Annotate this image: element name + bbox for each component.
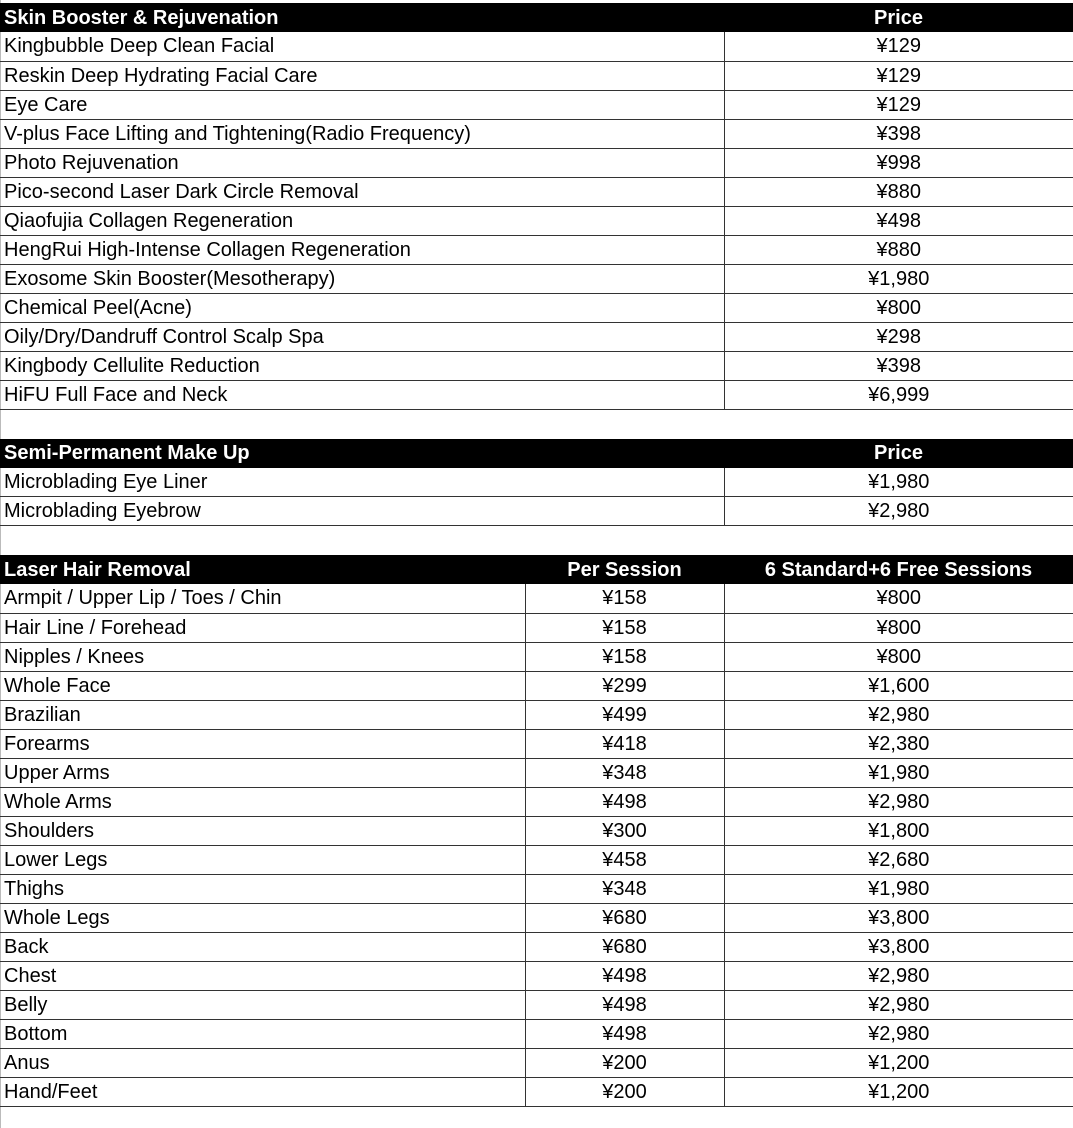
service-name-cell: V-plus Face Lifting and Tightening(Radio Frequency): [0, 119, 724, 148]
section-title: Laser Hair Removal: [0, 555, 525, 584]
makeup-table: [0, 439, 1073, 527]
table-row: [0, 1019, 1073, 1048]
table-row: [0, 729, 1073, 758]
table-row: [0, 642, 1073, 671]
package-price-cell: ¥3,800: [724, 932, 1073, 961]
price-cell: ¥998: [724, 148, 1073, 177]
package-column-header: 6 Standard+6 Free Sessions: [724, 555, 1073, 584]
section-gap: [0, 526, 1073, 555]
table-header-row: [0, 555, 1073, 584]
package-price-cell: ¥2,980: [724, 990, 1073, 1019]
service-name-cell: Exosome Skin Booster(Mesotherapy): [0, 264, 724, 293]
table-row: [0, 264, 1073, 293]
per-session-price-cell: ¥158: [525, 642, 724, 671]
price-cell: ¥298: [724, 322, 1073, 351]
table-row: [0, 497, 1073, 526]
body-area-cell: Upper Arms: [0, 758, 525, 787]
table-row: [0, 961, 1073, 990]
body-area-cell: Lower Legs: [0, 845, 525, 874]
price-cell: ¥6,999: [724, 380, 1073, 409]
price-list-sheet: [0, 3, 1073, 1107]
body-area-cell: Thighs: [0, 874, 525, 903]
price-cell: ¥129: [724, 32, 1073, 61]
package-price-cell: ¥2,980: [724, 961, 1073, 990]
price-cell: ¥880: [724, 177, 1073, 206]
per-session-price-cell: ¥499: [525, 700, 724, 729]
body-area-cell: Anus: [0, 1048, 525, 1077]
table-row: [0, 1077, 1073, 1106]
table-row: [0, 932, 1073, 961]
table-row: [0, 671, 1073, 700]
price-cell: ¥800: [724, 293, 1073, 322]
per-session-price-cell: ¥300: [525, 816, 724, 845]
per-session-price-cell: ¥680: [525, 932, 724, 961]
service-name-cell: Pico-second Laser Dark Circle Removal: [0, 177, 724, 206]
table-row: [0, 787, 1073, 816]
body-area-cell: Whole Face: [0, 671, 525, 700]
service-name-cell: Eye Care: [0, 90, 724, 119]
table-row: [0, 206, 1073, 235]
service-name-cell: Reskin Deep Hydrating Facial Care: [0, 61, 724, 90]
per-session-price-cell: ¥158: [525, 584, 724, 613]
service-name-cell: Kingbubble Deep Clean Facial: [0, 32, 724, 61]
makeup-rows: [0, 468, 1073, 526]
per-session-price-cell: ¥498: [525, 1019, 724, 1048]
table-row: [0, 816, 1073, 845]
per-session-price-cell: ¥200: [525, 1077, 724, 1106]
per-session-price-cell: ¥498: [525, 990, 724, 1019]
price-cell: ¥398: [724, 351, 1073, 380]
table-row: [0, 874, 1073, 903]
table-row: [0, 293, 1073, 322]
price-cell: ¥398: [724, 119, 1073, 148]
price-cell: ¥498: [724, 206, 1073, 235]
body-area-cell: Armpit / Upper Lip / Toes / Chin: [0, 584, 525, 613]
per-session-price-cell: ¥348: [525, 874, 724, 903]
package-price-cell: ¥1,600: [724, 671, 1073, 700]
laser-hair-removal-section: [0, 555, 1073, 1107]
package-price-cell: ¥2,980: [724, 700, 1073, 729]
per-session-price-cell: ¥680: [525, 903, 724, 932]
service-name-cell: HiFU Full Face and Neck: [0, 380, 724, 409]
table-row: [0, 380, 1073, 409]
body-area-cell: Forearms: [0, 729, 525, 758]
price-cell: ¥1,980: [724, 468, 1073, 497]
package-price-cell: ¥800: [724, 613, 1073, 642]
package-price-cell: ¥2,980: [724, 1019, 1073, 1048]
service-name-cell: Oily/Dry/Dandruff Control Scalp Spa: [0, 322, 724, 351]
body-area-cell: Belly: [0, 990, 525, 1019]
table-row: [0, 758, 1073, 787]
table-row: [0, 177, 1073, 206]
service-name-cell: Microblading Eyebrow: [0, 497, 724, 526]
table-row: [0, 613, 1073, 642]
price-cell: ¥129: [724, 90, 1073, 119]
skin-booster-section: [0, 3, 1073, 410]
table-row: [0, 32, 1073, 61]
per-session-price-cell: ¥158: [525, 613, 724, 642]
service-name-cell: Microblading Eye Liner: [0, 468, 724, 497]
per-session-price-cell: ¥348: [525, 758, 724, 787]
package-price-cell: ¥2,680: [724, 845, 1073, 874]
table-row: [0, 148, 1073, 177]
package-price-cell: ¥2,380: [724, 729, 1073, 758]
table-row: [0, 351, 1073, 380]
package-price-cell: ¥1,200: [724, 1048, 1073, 1077]
makeup-section: [0, 439, 1073, 527]
table-row: [0, 700, 1073, 729]
per-session-column-header: Per Session: [525, 555, 724, 584]
package-price-cell: ¥1,800: [724, 816, 1073, 845]
body-area-cell: Back: [0, 932, 525, 961]
per-session-price-cell: ¥299: [525, 671, 724, 700]
price-cell: ¥1,980: [724, 264, 1073, 293]
service-name-cell: Photo Rejuvenation: [0, 148, 724, 177]
table-header-row: [0, 3, 1073, 32]
section-title: Skin Booster & Rejuvenation: [0, 3, 724, 32]
table-row: [0, 61, 1073, 90]
service-name-cell: Kingbody Cellulite Reduction: [0, 351, 724, 380]
per-session-price-cell: ¥498: [525, 787, 724, 816]
package-price-cell: ¥800: [724, 584, 1073, 613]
skin-booster-rows: [0, 32, 1073, 409]
package-price-cell: ¥3,800: [724, 903, 1073, 932]
table-row: [0, 1048, 1073, 1077]
price-cell: ¥880: [724, 235, 1073, 264]
table-row: [0, 119, 1073, 148]
table-header-row: [0, 439, 1073, 468]
laser-hair-removal-table: [0, 555, 1073, 1107]
per-session-price-cell: ¥498: [525, 961, 724, 990]
table-row: [0, 468, 1073, 497]
table-row: [0, 903, 1073, 932]
service-name-cell: Chemical Peel(Acne): [0, 293, 724, 322]
package-price-cell: ¥2,980: [724, 787, 1073, 816]
table-row: [0, 845, 1073, 874]
package-price-cell: ¥1,980: [724, 758, 1073, 787]
price-column-header: Price: [724, 439, 1073, 468]
body-area-cell: Bottom: [0, 1019, 525, 1048]
body-area-cell: Nipples / Knees: [0, 642, 525, 671]
service-name-cell: HengRui High-Intense Collagen Regeneration: [0, 235, 724, 264]
table-row: [0, 90, 1073, 119]
package-price-cell: ¥1,200: [724, 1077, 1073, 1106]
skin-booster-table: [0, 3, 1073, 410]
section-title: Semi-Permanent Make Up: [0, 439, 724, 468]
body-area-cell: Shoulders: [0, 816, 525, 845]
price-cell: ¥129: [724, 61, 1073, 90]
per-session-price-cell: ¥200: [525, 1048, 724, 1077]
per-session-price-cell: ¥458: [525, 845, 724, 874]
package-price-cell: ¥1,980: [724, 874, 1073, 903]
table-row: [0, 990, 1073, 1019]
table-row: [0, 322, 1073, 351]
service-name-cell: Qiaofujia Collagen Regeneration: [0, 206, 724, 235]
body-area-cell: Hair Line / Forehead: [0, 613, 525, 642]
body-area-cell: Whole Arms: [0, 787, 525, 816]
body-area-cell: Hand/Feet: [0, 1077, 525, 1106]
body-area-cell: Chest: [0, 961, 525, 990]
body-area-cell: Whole Legs: [0, 903, 525, 932]
section-gap: [0, 410, 1073, 439]
price-column-header: Price: [724, 3, 1073, 32]
body-area-cell: Brazilian: [0, 700, 525, 729]
price-cell: ¥2,980: [724, 497, 1073, 526]
laser-hair-removal-rows: [0, 584, 1073, 1106]
table-row: [0, 584, 1073, 613]
per-session-price-cell: ¥418: [525, 729, 724, 758]
package-price-cell: ¥800: [724, 642, 1073, 671]
table-row: [0, 235, 1073, 264]
